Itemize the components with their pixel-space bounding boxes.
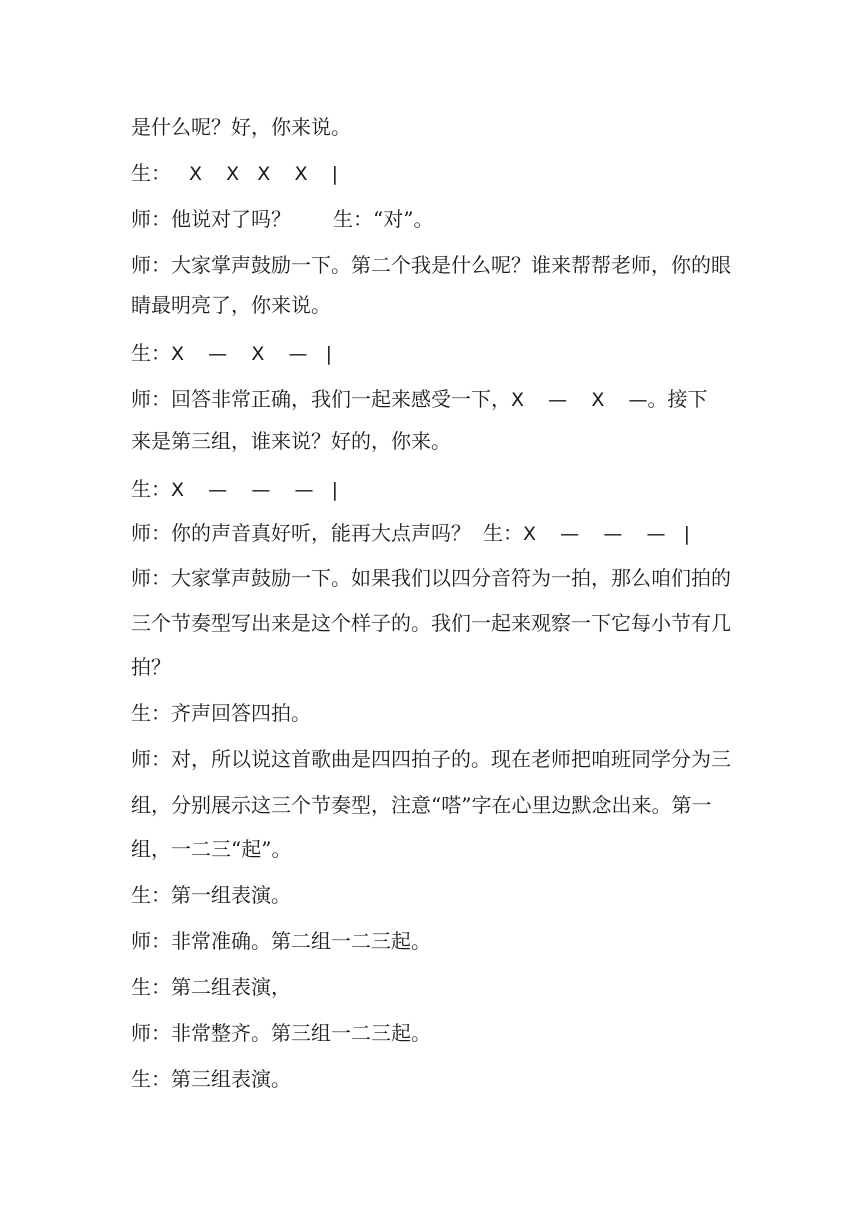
text-line: 师：大家掌声鼓励一下。第二个我是什么呢？谁来帮帮老师，你的眼 xyxy=(131,253,731,277)
text-line: 组，一二三“起”。 xyxy=(131,837,292,861)
text-line: 是什么呢？好，你来说。 xyxy=(131,115,351,139)
text-line: 生：齐声回答四拍。 xyxy=(131,701,311,725)
text-line: 师：对，所以说这首歌曲是四四拍子的。现在老师把咱班同学分为三 xyxy=(131,747,731,771)
rhythm-notation: X — X — xyxy=(511,389,648,411)
student-reply: 生：“对”。 xyxy=(333,207,434,231)
text-line xyxy=(131,474,733,505)
text-line: 三个节奏型写出来是这个样子的。我们一起来观察一下它每小节有几 xyxy=(131,611,731,635)
text-line: 组，分别展示这三个节奏型，注意“嗒”字在心里边默念出来。第一 xyxy=(131,793,712,817)
rhythm-notation: X — — — | xyxy=(523,523,691,545)
teacher-line-continued: 。接下 xyxy=(647,387,708,411)
text-line xyxy=(131,158,733,189)
text-line xyxy=(131,204,733,234)
text-line: 睛最明亮了，你来说。 xyxy=(131,293,331,317)
rhythm-notation: X — — — | xyxy=(171,479,339,501)
text-line xyxy=(131,518,733,549)
text-line: 生：第一组表演。 xyxy=(131,883,291,907)
teacher-line: 师：你的声音真好听，能再大点声吗？ xyxy=(131,521,471,545)
teacher-line: 师：回答非常正确，我们一起来感受一下， xyxy=(131,387,511,411)
rhythm-notation: X — X — | xyxy=(171,343,333,365)
text-line: 生：第二组表演， xyxy=(131,975,291,999)
text-line xyxy=(131,384,733,415)
speaker-label: 生： xyxy=(131,161,171,185)
text-line: 来是第三组，谁来说？好的，你来。 xyxy=(131,429,451,453)
speaker-label: 生： xyxy=(483,521,523,545)
text-line: 师：非常准确。第二组一二三起。 xyxy=(131,929,431,953)
speaker-label: 生： xyxy=(131,341,171,365)
rhythm-notation: X X X X | xyxy=(189,163,339,185)
text-line: 生：第三组表演。 xyxy=(131,1067,291,1091)
speaker-label: 生： xyxy=(131,477,171,501)
teacher-line: 师：他说对了吗？ xyxy=(131,207,291,231)
text-line: 师：大家掌声鼓励一下。如果我们以四分音符为一拍，那么咱们拍的 xyxy=(131,566,731,590)
text-line xyxy=(131,338,733,369)
text-line: 拍？ xyxy=(131,655,171,679)
text-line: 师：非常整齐。第三组一二三起。 xyxy=(131,1021,431,1045)
